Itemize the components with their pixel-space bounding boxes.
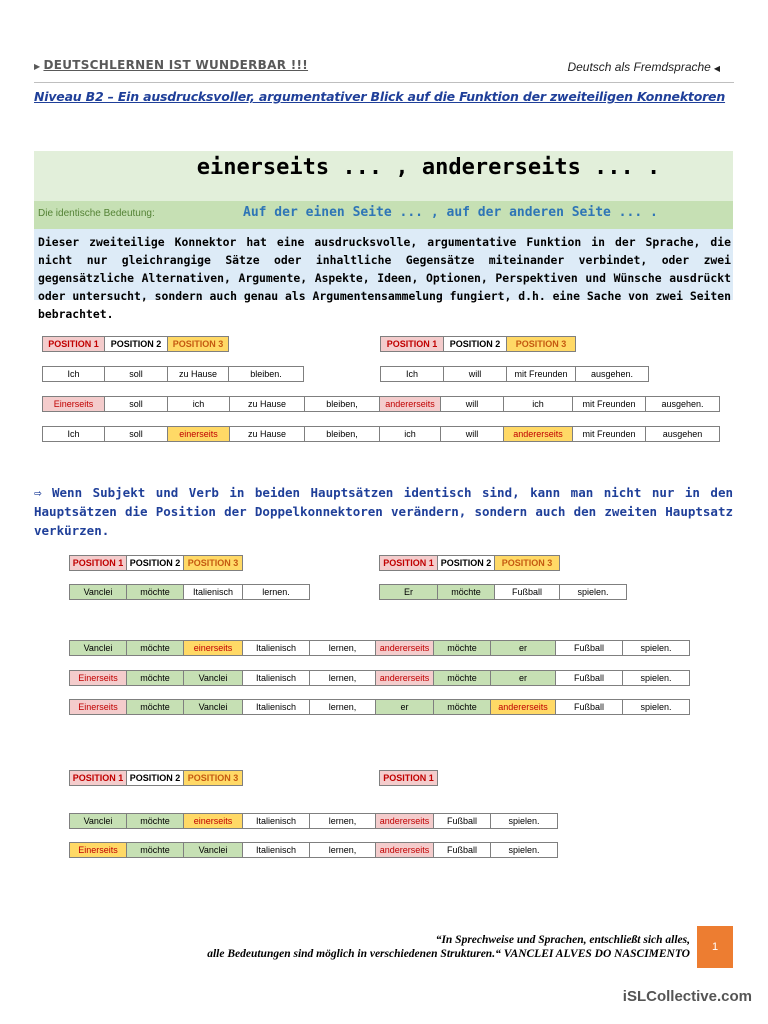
word-cell: Ich: [42, 366, 105, 382]
word-cell: andererseits: [375, 842, 434, 858]
word-cell: Fußball: [555, 640, 623, 656]
word-cell: lernen,: [309, 670, 376, 686]
header-left-text: DEUTSCHLERNEN IST WUNDERBAR !!!: [43, 58, 309, 72]
word-cell: Fußball: [433, 842, 491, 858]
word-cell: Einerseits: [42, 396, 105, 412]
word-cell: Vanclei: [183, 842, 243, 858]
word-cell: spielen.: [559, 584, 627, 600]
word-cell: Fußball: [433, 813, 491, 829]
sentence-row: [380, 366, 649, 382]
word-cell: Italienisch: [242, 813, 310, 829]
word-cell: Italienisch: [242, 640, 310, 656]
triangle-left-icon: ◀: [713, 64, 720, 73]
word-cell: andererseits: [375, 813, 434, 829]
word-cell: andererseits: [490, 699, 556, 715]
word-cell: zu Hause: [229, 396, 305, 412]
position-3-label: POSITION 3: [494, 555, 560, 571]
subtitle: Niveau B2 – Ein ausdrucksvoller, argumentativer Blick auf die Funktion der zweiteiligen Konnektoren: [34, 89, 726, 104]
word-cell: er: [490, 670, 556, 686]
sentence-row: [69, 842, 558, 858]
sentence-row: [69, 813, 558, 829]
word-cell: Einerseits: [69, 699, 127, 715]
position-2-label: POSITION 2: [126, 770, 184, 786]
position-3-label: POSITION 3: [183, 555, 243, 571]
word-cell: Italienisch: [242, 699, 310, 715]
word-cell: möchte: [126, 813, 184, 829]
word-cell: zu Hause: [167, 366, 229, 382]
word-cell: will: [443, 366, 507, 382]
position-header-left: [69, 555, 243, 571]
word-cell: möchte: [126, 699, 184, 715]
word-cell: möchte: [126, 842, 184, 858]
word-cell: Vanclei: [69, 640, 127, 656]
position-2-label: POSITION 2: [437, 555, 495, 571]
word-cell: soll: [104, 426, 168, 442]
word-cell: mit Freunden: [506, 366, 576, 382]
word-cell: möchte: [433, 699, 491, 715]
sentence-row: [42, 366, 304, 382]
position-1-label: POSITION 1: [69, 555, 127, 571]
word-cell: andererseits: [375, 670, 434, 686]
word-cell: Vanclei: [183, 699, 243, 715]
word-cell: einerseits: [183, 640, 243, 656]
word-cell: spielen.: [490, 813, 558, 829]
word-cell: möchte: [433, 640, 491, 656]
word-cell: möchte: [126, 670, 184, 686]
word-cell: er: [375, 699, 434, 715]
position-1-label: POSITION 1: [379, 555, 438, 571]
word-cell: andererseits: [503, 426, 573, 442]
word-cell: bleiben,: [304, 396, 380, 412]
word-cell: Italienisch: [183, 584, 243, 600]
header-left: [34, 58, 308, 72]
ident-label: Die identische Bedeutung:: [38, 208, 155, 219]
sentence-row: [379, 584, 627, 600]
word-cell: spielen.: [490, 842, 558, 858]
word-cell: Fußball: [555, 670, 623, 686]
ident-text: Auf der einen Seite ... , auf der anderen Seite ... .: [243, 205, 658, 220]
position-3-label: POSITION 3: [183, 770, 243, 786]
position-header-right: [379, 770, 438, 786]
word-cell: Vanclei: [69, 584, 127, 600]
header-right: [567, 60, 720, 74]
header-right-text: Deutsch als Fremdsprache: [567, 60, 711, 74]
word-cell: spielen.: [622, 670, 690, 686]
word-cell: möchte: [126, 584, 184, 600]
word-cell: Italienisch: [242, 670, 310, 686]
position-1-label: POSITION 1: [42, 336, 105, 352]
word-cell: andererseits: [375, 640, 434, 656]
sentence-row: [69, 699, 690, 715]
position-1-label: POSITION 1: [69, 770, 127, 786]
position-2-label: POSITION 2: [443, 336, 507, 352]
word-cell: spielen.: [622, 699, 690, 715]
watermark: iSLCollective.com: [622, 988, 752, 1005]
word-cell: lernen,: [309, 640, 376, 656]
word-cell: bleiben.: [228, 366, 304, 382]
word-cell: mit Freunden: [572, 426, 646, 442]
word-cell: Einerseits: [69, 670, 127, 686]
position-1-label: POSITION 1: [380, 336, 444, 352]
word-cell: zu Hause: [229, 426, 305, 442]
page-title: einerseits ... , andererseits ... .: [196, 155, 661, 180]
word-cell: lernen.: [242, 584, 310, 600]
word-cell: spielen.: [622, 640, 690, 656]
word-cell: Vanclei: [183, 670, 243, 686]
sentence-row: [42, 426, 720, 442]
word-cell: Vanclei: [69, 813, 127, 829]
description-text: Dieser zweiteilige Konnektor hat eine ausdrucksvolle, argumentative Funktion in der Sprache, die nicht nur gleichrangige Sätze oder inhaltliche Gegensätze miteinander verbindet, oder zwei gegensätzliche Alternativen, Argumente, Aspekte, Ideen, Optionen, Perspektiven und Wünsche ausdrückt oder untersucht, sondern auch genau als Argumentensammelung fungiert, d.h. eine Sache von zwei Seiten bebrachtet.: [38, 235, 731, 321]
word-cell: Einerseits: [69, 842, 127, 858]
word-cell: ich: [167, 396, 230, 412]
sentence-row: [42, 396, 720, 412]
word-cell: Ich: [380, 366, 444, 382]
position-2-label: POSITION 2: [104, 336, 168, 352]
word-cell: Fußball: [494, 584, 560, 600]
position-3-label: POSITION 3: [167, 336, 229, 352]
word-cell: ich: [379, 426, 441, 442]
position-header-right: [379, 555, 560, 571]
word-cell: soll: [104, 396, 168, 412]
position-1-label: POSITION 1: [379, 770, 438, 786]
position-2-label: POSITION 2: [126, 555, 184, 571]
word-cell: bleiben,: [304, 426, 380, 442]
word-cell: will: [440, 426, 504, 442]
word-cell: lernen,: [309, 842, 376, 858]
sentence-row: [69, 640, 690, 656]
word-cell: ausgehen: [645, 426, 720, 442]
word-cell: will: [440, 396, 504, 412]
word-cell: möchte: [433, 670, 491, 686]
word-cell: er: [490, 640, 556, 656]
word-cell: soll: [104, 366, 168, 382]
word-cell: einerseits: [167, 426, 230, 442]
page-number: 1: [697, 926, 733, 968]
word-cell: einerseits: [183, 813, 243, 829]
word-cell: ich: [503, 396, 573, 412]
word-cell: möchte: [437, 584, 495, 600]
word-cell: Fußball: [555, 699, 623, 715]
triangle-right-icon: ▶: [34, 62, 41, 71]
word-cell: Italienisch: [242, 842, 310, 858]
quote-line-2: alle Bedeutungen sind möglich in verschiedenen Strukturen.“ VANCLEI ALVES DO NASCIMENTO: [207, 948, 690, 960]
header-divider: [34, 82, 734, 83]
position-header-left: [69, 770, 243, 786]
word-cell: lernen,: [309, 813, 376, 829]
position-header-right: [380, 336, 576, 352]
word-cell: lernen,: [309, 699, 376, 715]
position-header-left: [42, 336, 229, 352]
sentence-row: [69, 670, 690, 686]
sentence-row: [69, 584, 310, 600]
word-cell: andererseits: [379, 396, 441, 412]
word-cell: ausgehen.: [645, 396, 720, 412]
word-cell: Ich: [42, 426, 105, 442]
explanation-paragraph: ⇨ Wenn Subjekt und Verb in beiden Hauptsätzen identisch sind, kann man nicht nur in den Hauptsätzen die Position der Doppelkonnektoren verändern, sondern auch den zweiten Hauptsatz verkürzen.: [34, 485, 733, 538]
word-cell: ausgehen.: [575, 366, 649, 382]
position-3-label: POSITION 3: [506, 336, 576, 352]
word-cell: mit Freunden: [572, 396, 646, 412]
word-cell: möchte: [126, 640, 184, 656]
word-cell: Er: [379, 584, 438, 600]
quote-line-1: “In Sprechweise und Sprachen, entschließt sich alles,: [435, 934, 690, 946]
